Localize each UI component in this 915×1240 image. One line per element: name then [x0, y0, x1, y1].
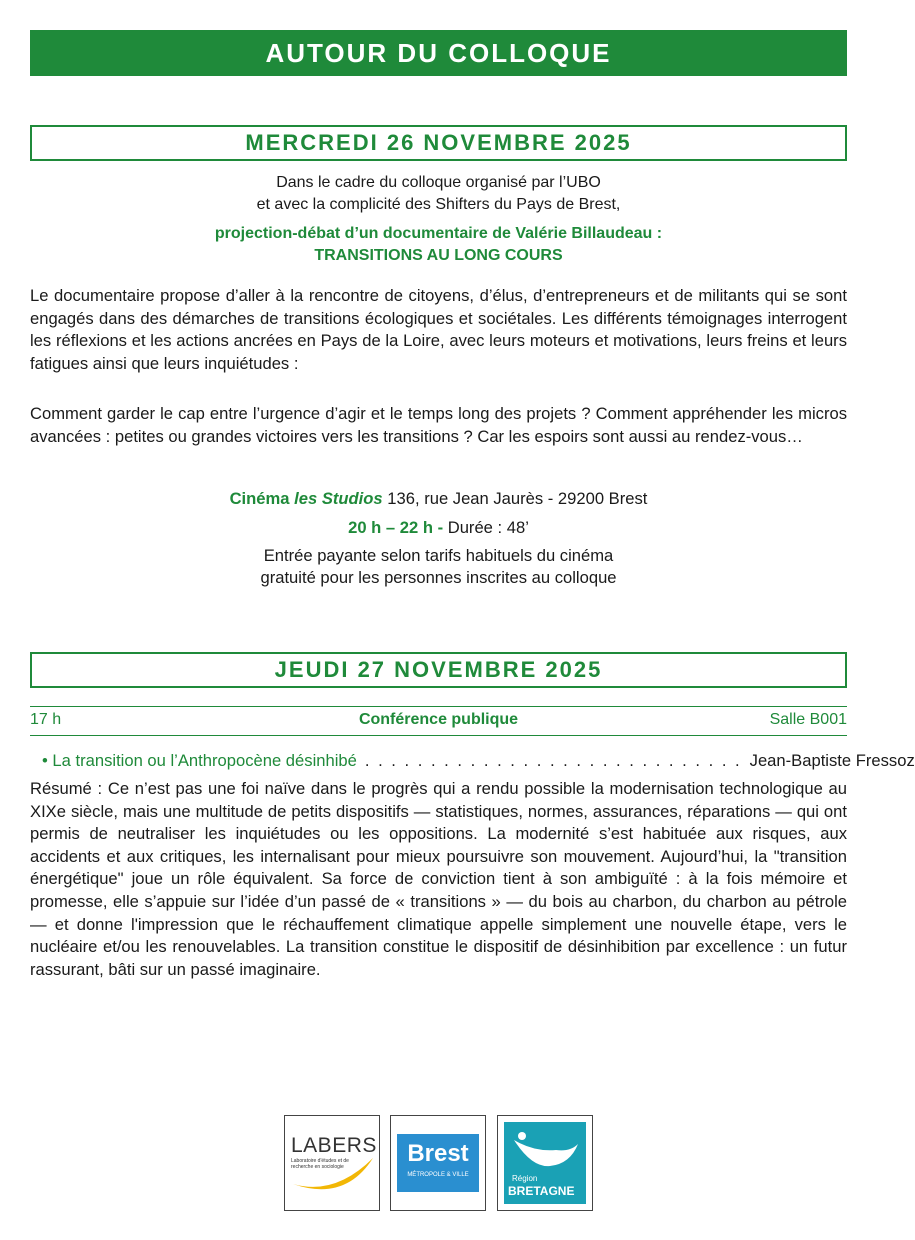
labers-logo [284, 1115, 380, 1211]
talk-abstract: Résumé : Ce n’est pas une foi naïve dans le progrès qui a rendu possible la modernisation technologique au XIXe siècle, mais une multitude de petits dispositifs — statistiques, normes, assurances, réparations — qui ont permis de neutraliser les inquiétudes ou les oppositions. La modernité s’est habituée aux risques, aux accidents et aux critiques, les internalisant pour mieux poursuivre son mouvement. Aujourd’hui, la "transition énergétique" joue un rôle équivalent. Sa force de conviction tient à son ambiguïté : à la fois mémoire et promesse, elle s’appuie sur l’idée d’un passé de « transitions » — du bois au charbon, du charbon au pétrole — et donne l'impression que le réchauffement climatique appelle simplement une nouvelle étape, vers le nucléaire et/ou les renouvelables. La transition constitue le dispositif de désinhibition par excellence : un futur rassurant, bâti sur un passé imaginaire. [30, 779, 847, 979]
section-banner: AUTOUR DU COLLOQUE [30, 30, 847, 76]
region-label: Région [512, 1174, 538, 1183]
labers-swoosh-icon [285, 1116, 379, 1210]
venue-address: 136, rue Jean Jaurès - 29200 Brest [382, 489, 648, 508]
schedule-line [30, 517, 847, 538]
talk-row [42, 750, 915, 772]
session-time: 17 h [30, 711, 62, 728]
price-line-1: Entrée payante selon tarifs habituels du cinéma [263, 546, 614, 565]
screening-duration: Durée : 48’ [443, 518, 529, 537]
brest-name: Brest [407, 1140, 469, 1167]
venue-line [30, 488, 847, 509]
event-title-line-1: projection-débat d’un documentaire de Valérie Billaudeau : [214, 225, 663, 242]
leader-dots: . . . . . . . . . . . . . . . . . . . . . . . . . . . . . [364, 751, 742, 770]
intro-line-2: et avec la complicité des Shifters du Pays de Brest, [256, 196, 621, 213]
session-top-rule [30, 706, 847, 707]
session-bottom-rule [30, 735, 847, 736]
documentary-description: Le documentaire propose d’aller à la rencontre de citoyens, d’élus, d’entrepreneurs et de militants qui se sont engagés dans des démarches de transitions écologiques et sociétales. Les différents témoignages interrogent les réflexions et les actions ancrées en Pays de la Loire, avec leurs moteurs et motivations, leurs freins et leurs fatigues ainsi que leurs inquiétudes : [30, 286, 847, 373]
bretagne-name: BRETAGNE [508, 1184, 575, 1198]
session-title: Conférence publique [358, 711, 519, 728]
venue-prefix: Cinéma [229, 489, 290, 508]
labers-subtitle: Laboratoire d'études et de recherche en sociologie [291, 1158, 349, 1170]
day-heading-thursday: JEUDI 27 NOVEMBRE 2025 [30, 652, 847, 688]
venue-name: les Studios [294, 489, 383, 508]
price-line-2: gratuité pour les personnes inscrites au colloque [260, 568, 617, 587]
talk-title: • La transition ou l’Anthropocène désinhibé [42, 751, 357, 770]
session-row [30, 709, 847, 731]
screening-time: 20 h – 22 h - [348, 518, 444, 537]
brest-logo [390, 1115, 486, 1211]
brest-subtitle: MÉTROPOLE & VILLE [407, 1172, 469, 1178]
session-room: Salle B001 [769, 711, 847, 728]
region-bretagne-logo [497, 1115, 593, 1211]
brest-badge [397, 1134, 479, 1192]
day-heading-wednesday: MERCREDI 26 NOVEMBRE 2025 [30, 125, 847, 161]
event-title-line-2: TRANSITIONS AU LONG COURS [314, 247, 563, 264]
documentary-questions: Comment garder le cap entre l’urgence d’agir et le temps long des projets ? Comment appréhender les micros avancées : petites ou grandes victoires vers les transitions ? Car les espoirs sont aussi au rendez-vous… [30, 404, 847, 446]
intro-line-1: Dans le cadre du colloque organisé par l’UBO [276, 174, 601, 191]
bretagne-badge [504, 1122, 586, 1204]
talk-speaker: Jean-Baptiste Fressoz [749, 751, 915, 770]
labers-name: LABERS [291, 1134, 377, 1157]
